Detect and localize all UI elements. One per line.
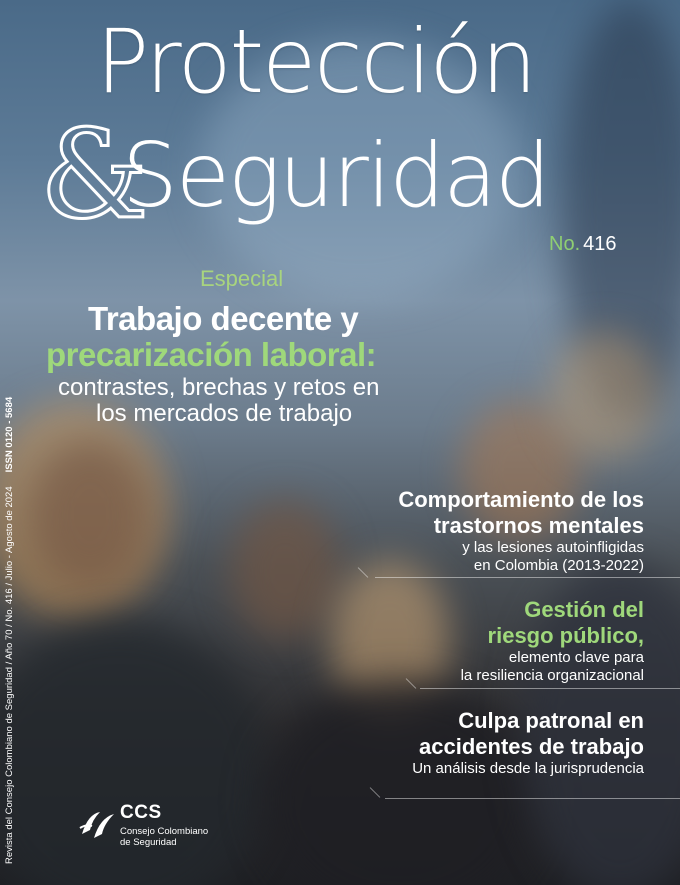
special-title-line2: precarización laboral: [46,336,377,373]
ccs-logo [78,802,218,852]
article-heading-line: Culpa patronal en [458,708,644,733]
divider-line [385,798,680,799]
issue-label: No. [549,233,581,255]
issue-number [549,233,617,256]
spine-text [4,396,15,864]
masthead-title-line2: Seguridad [122,124,549,227]
article-sub-line: elemento clave para [508,649,644,666]
article-public-risk [461,597,644,685]
divider-line [420,688,680,689]
issn-number: ISSN 0120 - 5684 [4,396,15,473]
article-sub-line: la resiliencia organizacional [460,667,644,684]
masthead-title-line1: Protección [96,10,536,113]
article-sub-line: en Colombia (2013-2022) [473,557,644,574]
ccs-logo-icon [78,804,118,844]
special-label: Especial [200,266,284,291]
divider-line [375,577,680,578]
article-heading-line: Gestión del [524,597,644,622]
special-subtitle-line1: contrastes, brechas y retos en [58,374,380,401]
logo-name-line1: Consejo Colombiano [120,826,209,837]
issue-value: 416 [583,233,617,255]
spine-publication: Revista del Consejo Colombiano de Seguridad / Año 70 / No. 416 / Julio - Agosto de 2024 [4,486,15,864]
crowd-head [30,440,150,590]
article-sub-line: Un análisis desde la jurisprudencia [412,760,644,777]
masthead-ampersand: & [40,104,149,246]
special-title-line1: Trabajo decente y [88,300,359,337]
crowd-head [550,330,660,460]
article-heading-line: accidentes de trabajo [419,734,644,759]
crowd-head [230,500,340,640]
article-mental-health [398,487,644,575]
article-heading-line: trastornos mentales [433,513,644,538]
logo-abbreviation: CCS [120,802,162,823]
article-employer-fault [412,708,644,778]
article-sub-line: y las lesiones autoinfligidas [462,539,644,556]
logo-name-line2: de Seguridad [120,837,177,848]
article-heading-line: Comportamiento de los [398,487,644,512]
article-heading-line: riesgo público, [487,623,644,648]
special-subtitle-line2: los mercados de trabajo [96,400,353,427]
